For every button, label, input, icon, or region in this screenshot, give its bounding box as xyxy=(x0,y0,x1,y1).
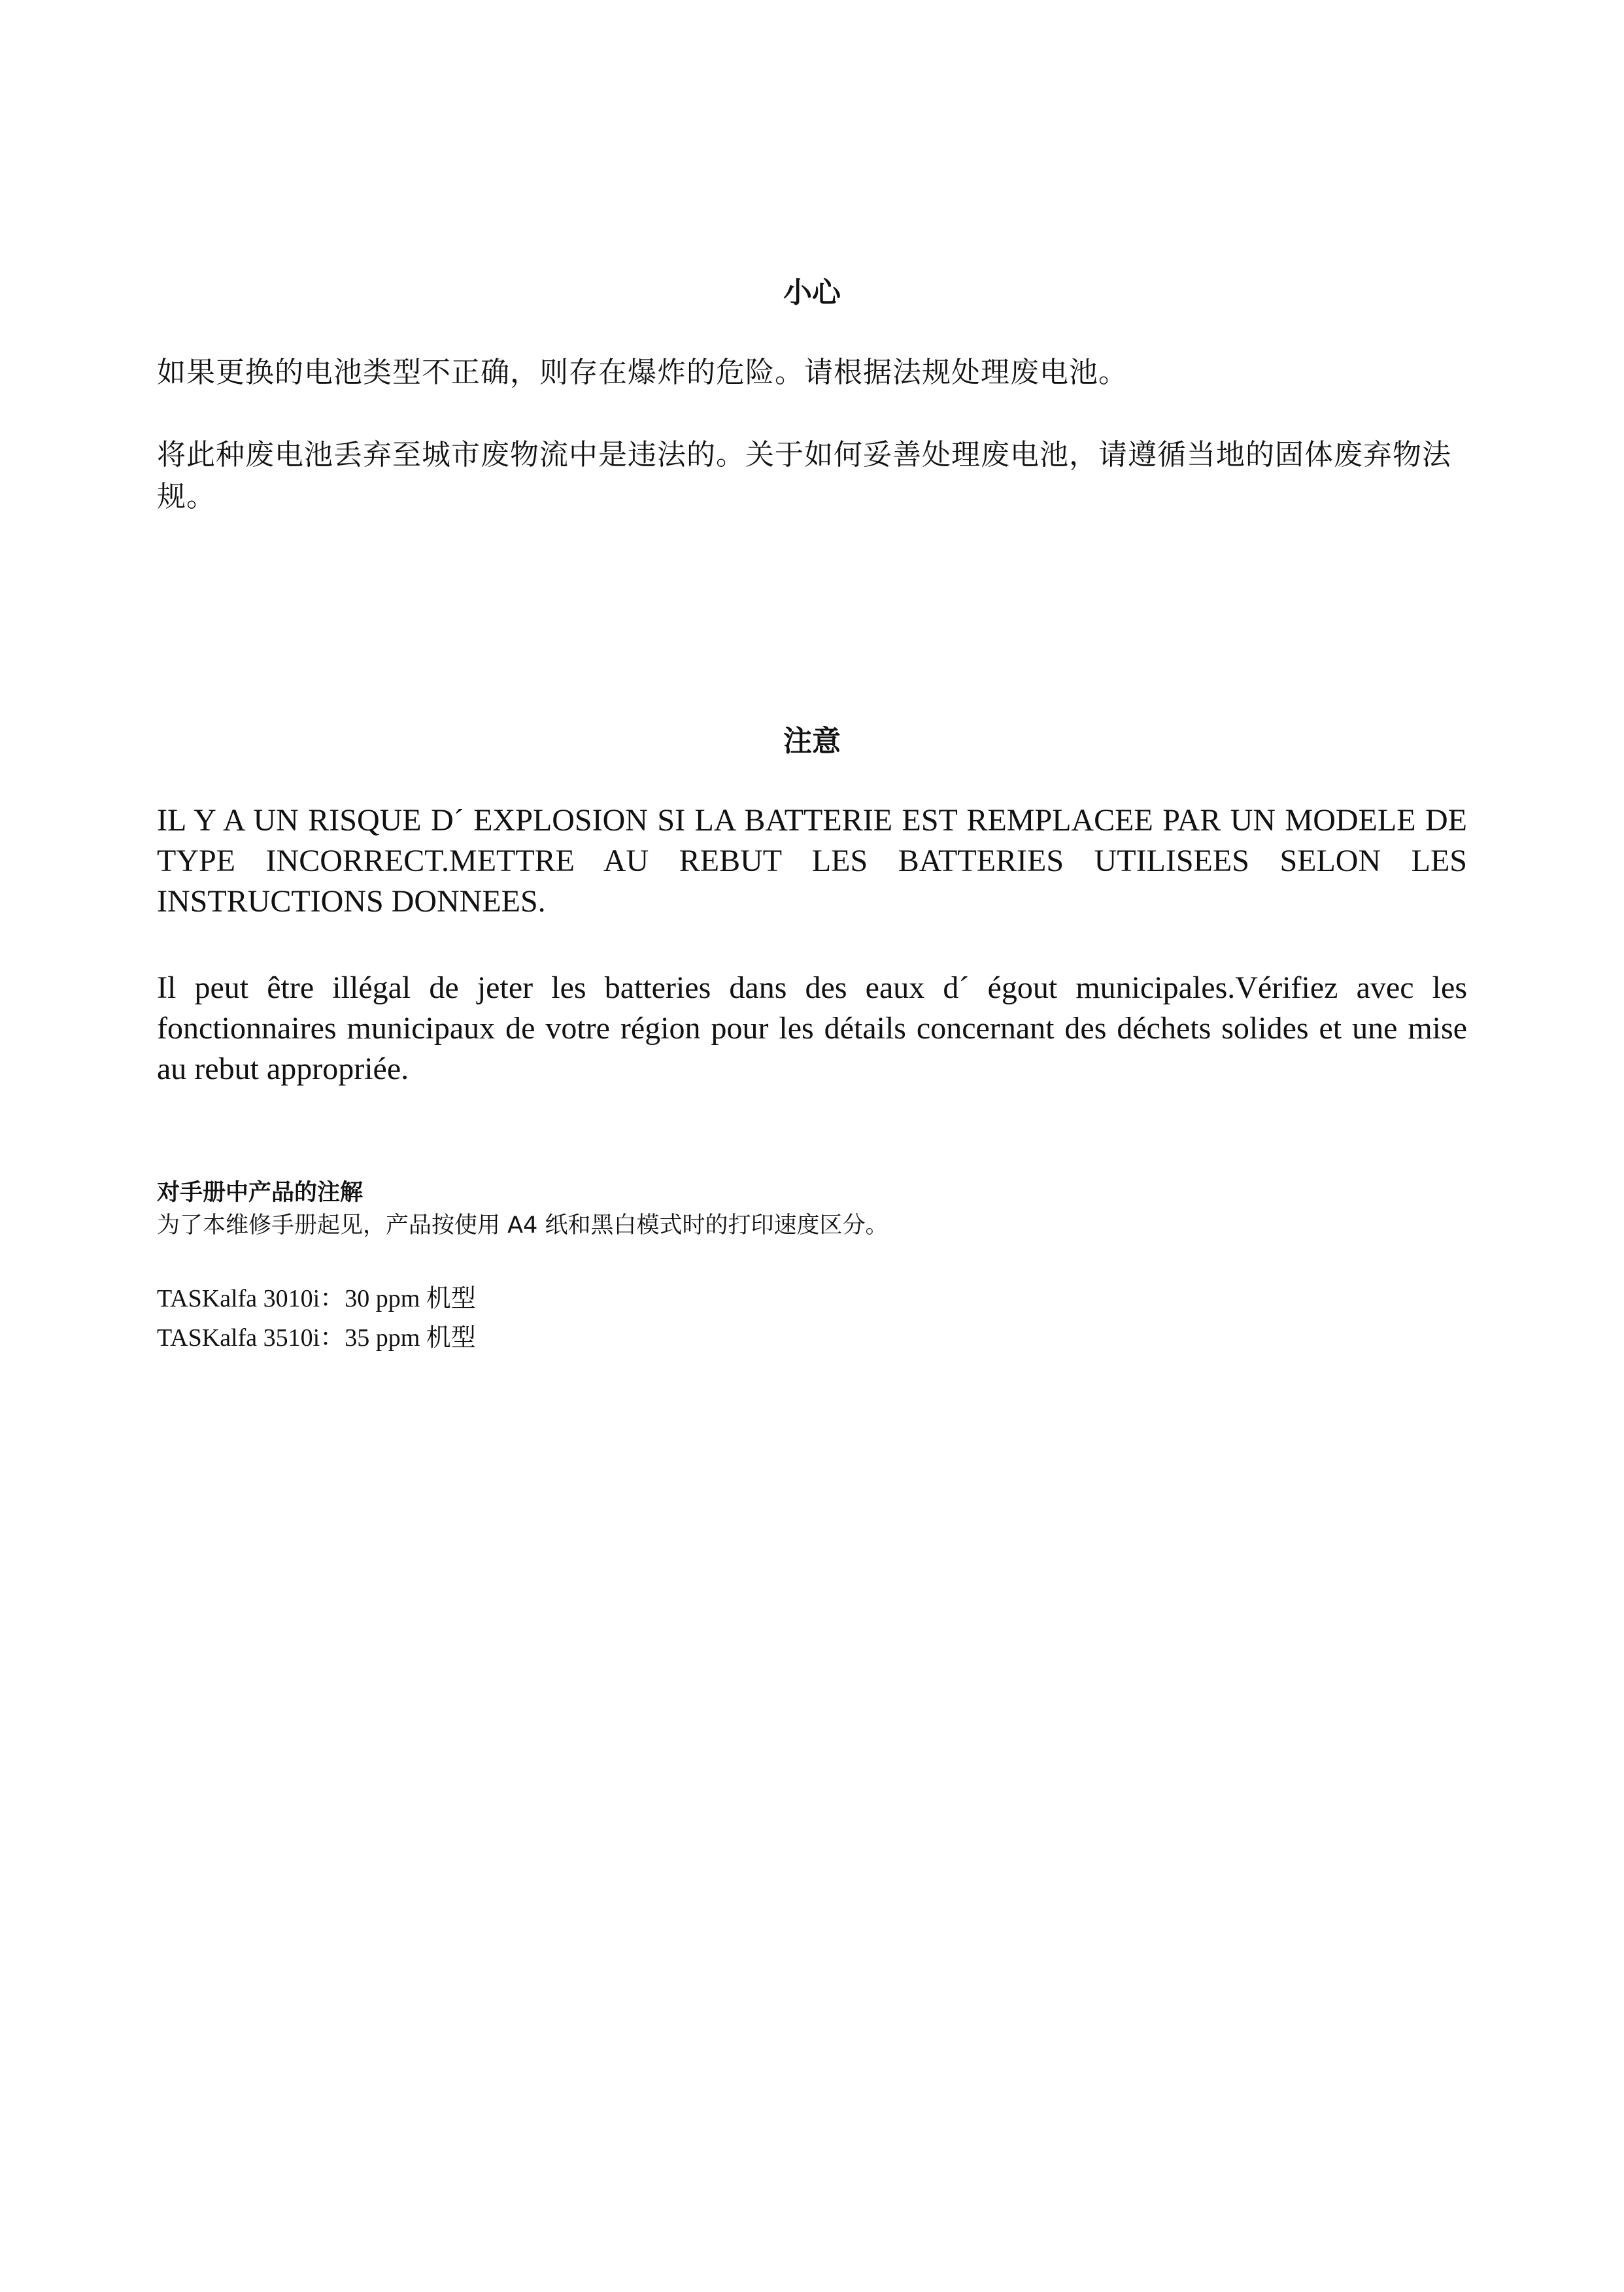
product-note-text: 为了本维修手册起见，产品按使用 A4 纸和黑白模式时的打印速度区分。 xyxy=(157,1212,888,1239)
model-line-3510i: TASKalfa 3510i：35 ppm 机型 xyxy=(157,1324,476,1352)
caution-fr-paragraph-2: Il peut être illégal de jeter les batteries dans des eaux d´ égout municipales.Vérifiez avec les fonctionnaires municipaux de votre région pour les détails concernant des déchets solides et une mise au rebut appropriée. xyxy=(157,970,1467,1086)
product-note-title: 对手册中产品的注解 xyxy=(157,1180,364,1206)
caution-fr-paragraph-1: IL Y A UN RISQUE D´ EXPLOSION SI LA BATTERIE EST REMPLACEE PAR UN MODELE DE TYPE INCORRECT.METTRE AU REBUT LES BATTERIES UTILISEES SELON LES INSTRUCTIONS DONNEES. xyxy=(157,803,1467,919)
caution-zh-paragraph-2: 将此种废电池丢弃至城市废物流中是违法的。关于如何妥善处理废电池，请遵循当地的固体废弃物法规。 xyxy=(157,438,1451,513)
caution-zh-title: 小心 xyxy=(783,276,841,309)
caution-zh-paragraph-1: 如果更换的电池类型不正确，则存在爆炸的危险。请根据法规处理废电池。 xyxy=(157,356,1128,389)
model-line-3010i: TASKalfa 3010i：30 ppm 机型 xyxy=(157,1285,476,1312)
caution-fr-title: 注意 xyxy=(783,725,841,758)
